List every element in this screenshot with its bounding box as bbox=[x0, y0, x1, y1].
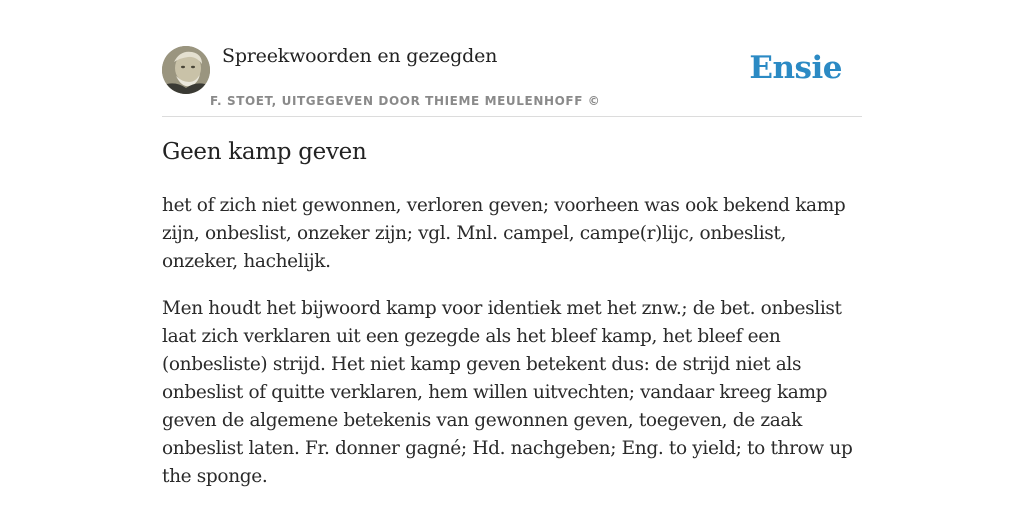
header bbox=[162, 44, 862, 117]
book-title[interactable]: Spreekwoorden en gezegden bbox=[222, 45, 498, 67]
entry-title: Geen kamp geven bbox=[162, 139, 367, 165]
publisher-credit: F. STOET, UITGEGEVEN DOOR THIEME MEULENHOFF © bbox=[210, 94, 601, 108]
entry-paragraph: het of zich niet gewonnen, verloren geven; voorheen was ook bekend kamp zijn, onbeslist, onzeker zijn; vgl. Mnl. campel, campe(r)lijc, onbeslist, onzeker, hachelijk. bbox=[162, 195, 846, 272]
entry-paragraph: Men houdt het bijwoord kamp voor identiek met het znw.; de bet. onbeslist laat zich verklaren uit een gezegde als het bleef kamp, het bleef een (onbesliste) strijd. Het niet kamp geven betekent dus: de strijd niet als onbeslist of quitte verklaren, hem willen uitvechten; vandaar kreeg kamp geven de algemene betekenis van gewonnen geven, toegeven, de zaak onbeslist laten. Fr. donner gagné; Hd. nachgeben; Eng. to yield; to throw up the sponge. bbox=[162, 298, 853, 487]
author-avatar bbox=[162, 46, 210, 94]
author-portrait-icon bbox=[162, 46, 210, 94]
brand-logo-link[interactable]: Ensie bbox=[749, 50, 842, 86]
